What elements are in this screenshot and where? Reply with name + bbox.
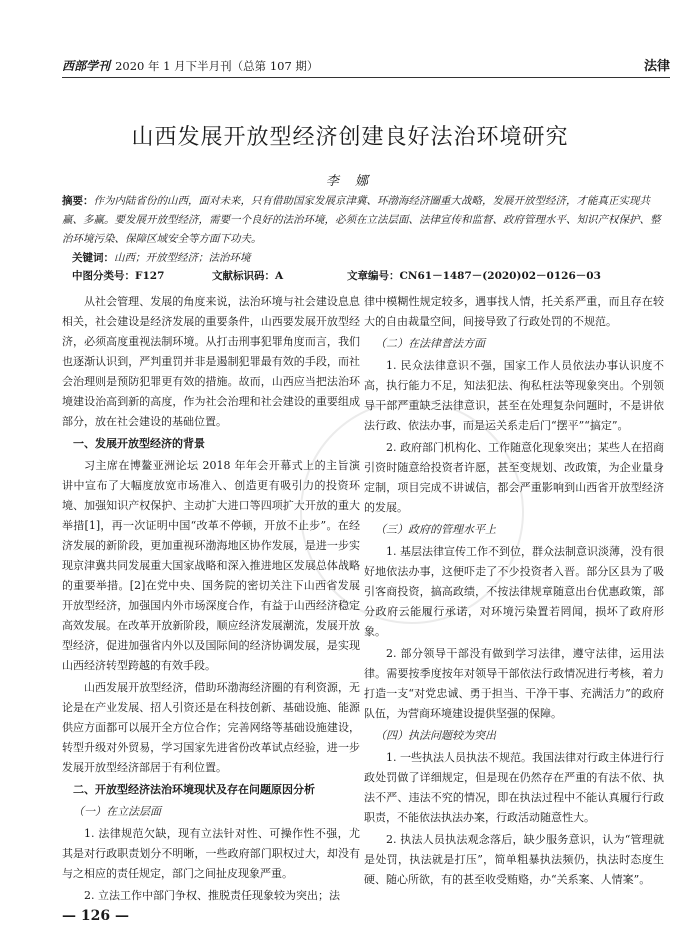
body-paragraph: 2. 立法工作中部门争权、推脱责任现象较为突出；法 bbox=[84, 889, 340, 902]
body-paragraph: 律中模糊性规定较多，遇事找人情，托关系严重，而且存在较大的自由裁量空间，间接导致了行政处罚的不规范。 bbox=[364, 295, 664, 328]
body-paragraph: 1. 民众法律意识不强，国家工作人员依法办事认识度不高，执行能力不足，知法犯法、徇私枉法等现象突出。个别领导干部严重缺乏法律意识，甚至在处理复杂问题时，不是讲依法行政、依法办事，而是运关系走后门“摆平”“搞定”。 bbox=[364, 359, 664, 432]
section-heading: （一）在立法层面 bbox=[73, 805, 161, 818]
keywords bbox=[72, 250, 670, 266]
right-column bbox=[364, 292, 664, 892]
body-paragraph: 山西发展开放型经济，借助环渤海经济圈的有利资源，无论是在产业发展、招人引资还是在科技创新、基础设施、能源供应方面都可以展开全方位合作；完善网络等基础设施建设，转型升级对外贸易，学习国家先进省份改革试点经验，进一步发展开放型经济部居于有利位置。 bbox=[62, 681, 360, 774]
section-heading: （三）政府的管理水平上 bbox=[375, 523, 496, 536]
classification-line bbox=[72, 268, 670, 284]
keywords-label: 关键词： bbox=[72, 252, 114, 264]
author-name: 李 娜 bbox=[325, 174, 375, 189]
header-left bbox=[62, 55, 318, 74]
running-header bbox=[62, 52, 670, 78]
section-heading: （四）执法问题较为突出 bbox=[375, 729, 496, 742]
article-number: 文章编号：CN61－1487－(2020)02－0126－03 bbox=[347, 270, 601, 282]
left-column bbox=[62, 292, 360, 908]
keywords-text: 山西；开放型经济；法治环境 bbox=[114, 252, 251, 264]
section-heading: （二）在法律普法方面 bbox=[375, 337, 485, 350]
abstract bbox=[62, 192, 670, 249]
abstract-text: 作为内陆省份的山西，面对未来，只有借助国家发展京津冀、环渤海经济圈重大战略，发展开放型经济，才能真正实现共赢、多赢。要发展开放型经济，需要一个良好的法治环境，必须在立法层面、法律宣传和监督、政府管理水平、知识产权保护、整治环境污染、保障区域安全等方面下功夫。 bbox=[62, 195, 661, 245]
section-heading: 一、发展开放型经济的背景 bbox=[73, 437, 205, 450]
journal-name: 西部学刊 bbox=[62, 59, 111, 73]
page-number: — 126 — bbox=[62, 908, 129, 924]
body-paragraph: 1. 基层法律宣传工作不到位，群众法制意识淡薄，没有很好地依法办事，这便吓走了不少投资者入晋。部分区县为了吸引客商投资，搞高政绩，不按法律规章随意出台优惠政策，部分政府云能履行承诺，对环境污染置若罔闻，损坏了政府形象。 bbox=[364, 545, 664, 638]
document-code: 文献标识码：A bbox=[212, 270, 284, 282]
article-title: 山西发展开放型经济创建良好法治环境研究 bbox=[131, 125, 569, 150]
body-paragraph: 从社会管理、发展的角度来说，法治环境与社会建设息息相关，社会建设是经济发展的重要条件，山西要发展开放型经济，必须高度重视法制环境。从打击刑事犯罪角度而言，我们也逐渐认识到，严判重罚并非是遏制犯罪最有效的手段，而社会治理则是预防犯罪更有效的措施。故而，山西应当把法治环境建设治高到新的高度，作为社会治理和社会建设的重要组成部分，放在社会建设的基础位置。 bbox=[62, 295, 360, 428]
section-heading: 二、开放型经济法治环境现状及存在问题原因分析 bbox=[73, 783, 315, 796]
section-name: 法律 bbox=[643, 59, 670, 74]
body-paragraph: 2. 政府部门机构化、工作随意化现象突出；某些人在招商引资时随意给投资者许愿，甚至变规划、改政策，为企业量身定制，项目完成不讲诚信，都会严重影响到山西省开放型经济的发展。 bbox=[364, 441, 664, 514]
clc-number: 中图分类号：F127 bbox=[72, 270, 165, 282]
issue-info: 2020 年 1 月下半月刊（总第 107 期） bbox=[115, 59, 319, 73]
body-paragraph: 1. 一些执法人员执法不规范。我国法律对行政主体进行行政处罚做了详细规定，但是现在仍然存在严重的有法不依、执法不严、违法不究的情况，即在执法过程中不能认真履行行政职责，不能依法执法办案，行政活动随意性大。 bbox=[364, 751, 664, 824]
abstract-label: 摘要： bbox=[62, 195, 94, 207]
body-paragraph: 2. 执法人员执法观念落后，缺少服务意识，认为“管理就是处罚，执法就是打压”，简单粗暴执法频仍，执法时态度生硬、随心所欲，有的甚至收受贿赂，办“关系案、人情案”。 bbox=[364, 833, 664, 886]
body-paragraph: 2. 部分领导干部没有做到学习法律，遵守法律，运用法律。需要按季度按年对领导干部依法行政情况进行考核，着力打造一支“对党忠诚、勇于担当、干净干事、充满活力”的政府队伍，为营商环境建设提供坚强的保障。 bbox=[364, 647, 664, 720]
body-paragraph: 习主席在博鳌亚洲论坛 2018 年年会开幕式上的主旨演讲中宣布了大幅度放宽市场准入、创造更有吸引力的投资环境、加强知识产权保护、主动扩大进口等四项扩大开放的重大举措[1]，再一次证明中国“改革不停顿，开放不止步”。在经济发展的新阶段，更加重视环渤海地区协作发展，是进一步实现京津冀共同发展重大国家战略和深入推进地区发展总体战略的重要举措。[2]在党中央、国务院的密切关注下山西省发展开放型经济，加强国内外市场深度合作，有益于山西经济稳定高效发展。在改革开放新阶段，顺应经济发展潮流，发展开放型经济，促进加强省内外以及国际间的经济协调发展，是实现山西经济转型跨越的有效手段。 bbox=[62, 459, 360, 672]
body-paragraph: 1. 法律规范欠缺，现有立法针对性、可操作性不强，尤其是对行政职责划分不明晰，一些政府部门职权过大，却没有与之相应的责任规定，部门之间扯皮现象严重。 bbox=[62, 827, 360, 880]
